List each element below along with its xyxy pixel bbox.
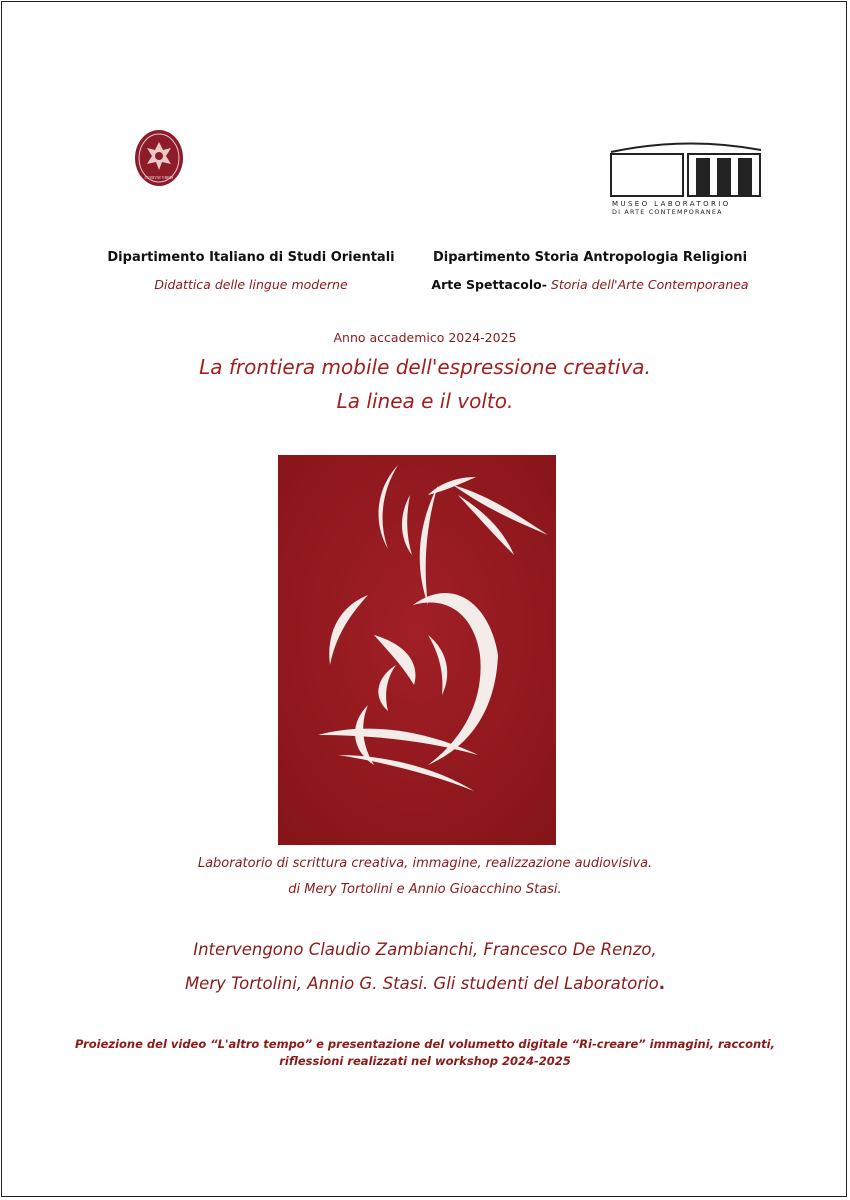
seal-motto: CVRIVM VRBIS	[144, 175, 174, 180]
speakers-line2-text: Mery Tortolini, Annio G. Stasi. Gli studenti del Laboratorio	[184, 974, 659, 993]
laboratory-authors: di Mery Tortolini e Annio Gioacchino Stasi.	[288, 882, 562, 897]
speakers-line1: Intervengono Claudio Zambianchi, Francesco De Renzo,	[193, 940, 657, 959]
event-title-line2: La linea e il volto.	[336, 389, 514, 413]
speakers-line2	[0, 974, 850, 993]
museo-name-line2: DI ARTE CONTEMPORANEA	[612, 208, 723, 216]
museo-name-line1: MUSEO LABORATORIO	[612, 200, 731, 208]
speakers-line2-period: .	[658, 974, 666, 993]
department-right-subtitle	[420, 277, 760, 292]
event-title-line1: La frontiera mobile dell'espressione creativa.	[199, 355, 651, 379]
department-right-subtitle-italic: Storia dell'Arte Contemporanea	[546, 277, 749, 292]
department-right-name: Dipartimento Storia Antropologia Religioni	[432, 250, 748, 265]
department-left-subtitle: Didattica delle lingue moderne	[154, 277, 348, 292]
academic-year: Anno accademico 2024-2025	[333, 330, 517, 345]
university-seal-logo	[133, 128, 185, 188]
department-left-name: Dipartimento Italiano di Studi Orientali	[107, 250, 395, 265]
laboratory-description: Laboratorio di scrittura creativa, immagine, realizzazione audiovisiva.	[197, 856, 653, 871]
museo-laboratorio-logo	[608, 138, 764, 216]
projection-line2: riflessioni realizzati nel workshop 2024-2025	[279, 1054, 571, 1068]
department-right-subtitle-bold: Arte Spettacolo-	[431, 277, 547, 292]
projection-line1: Proiezione del video “L'altro tempo” e presentazione del volumetto digitale “Ri-creare” immagini, racconti,	[75, 1037, 775, 1051]
painting-image	[278, 455, 556, 845]
